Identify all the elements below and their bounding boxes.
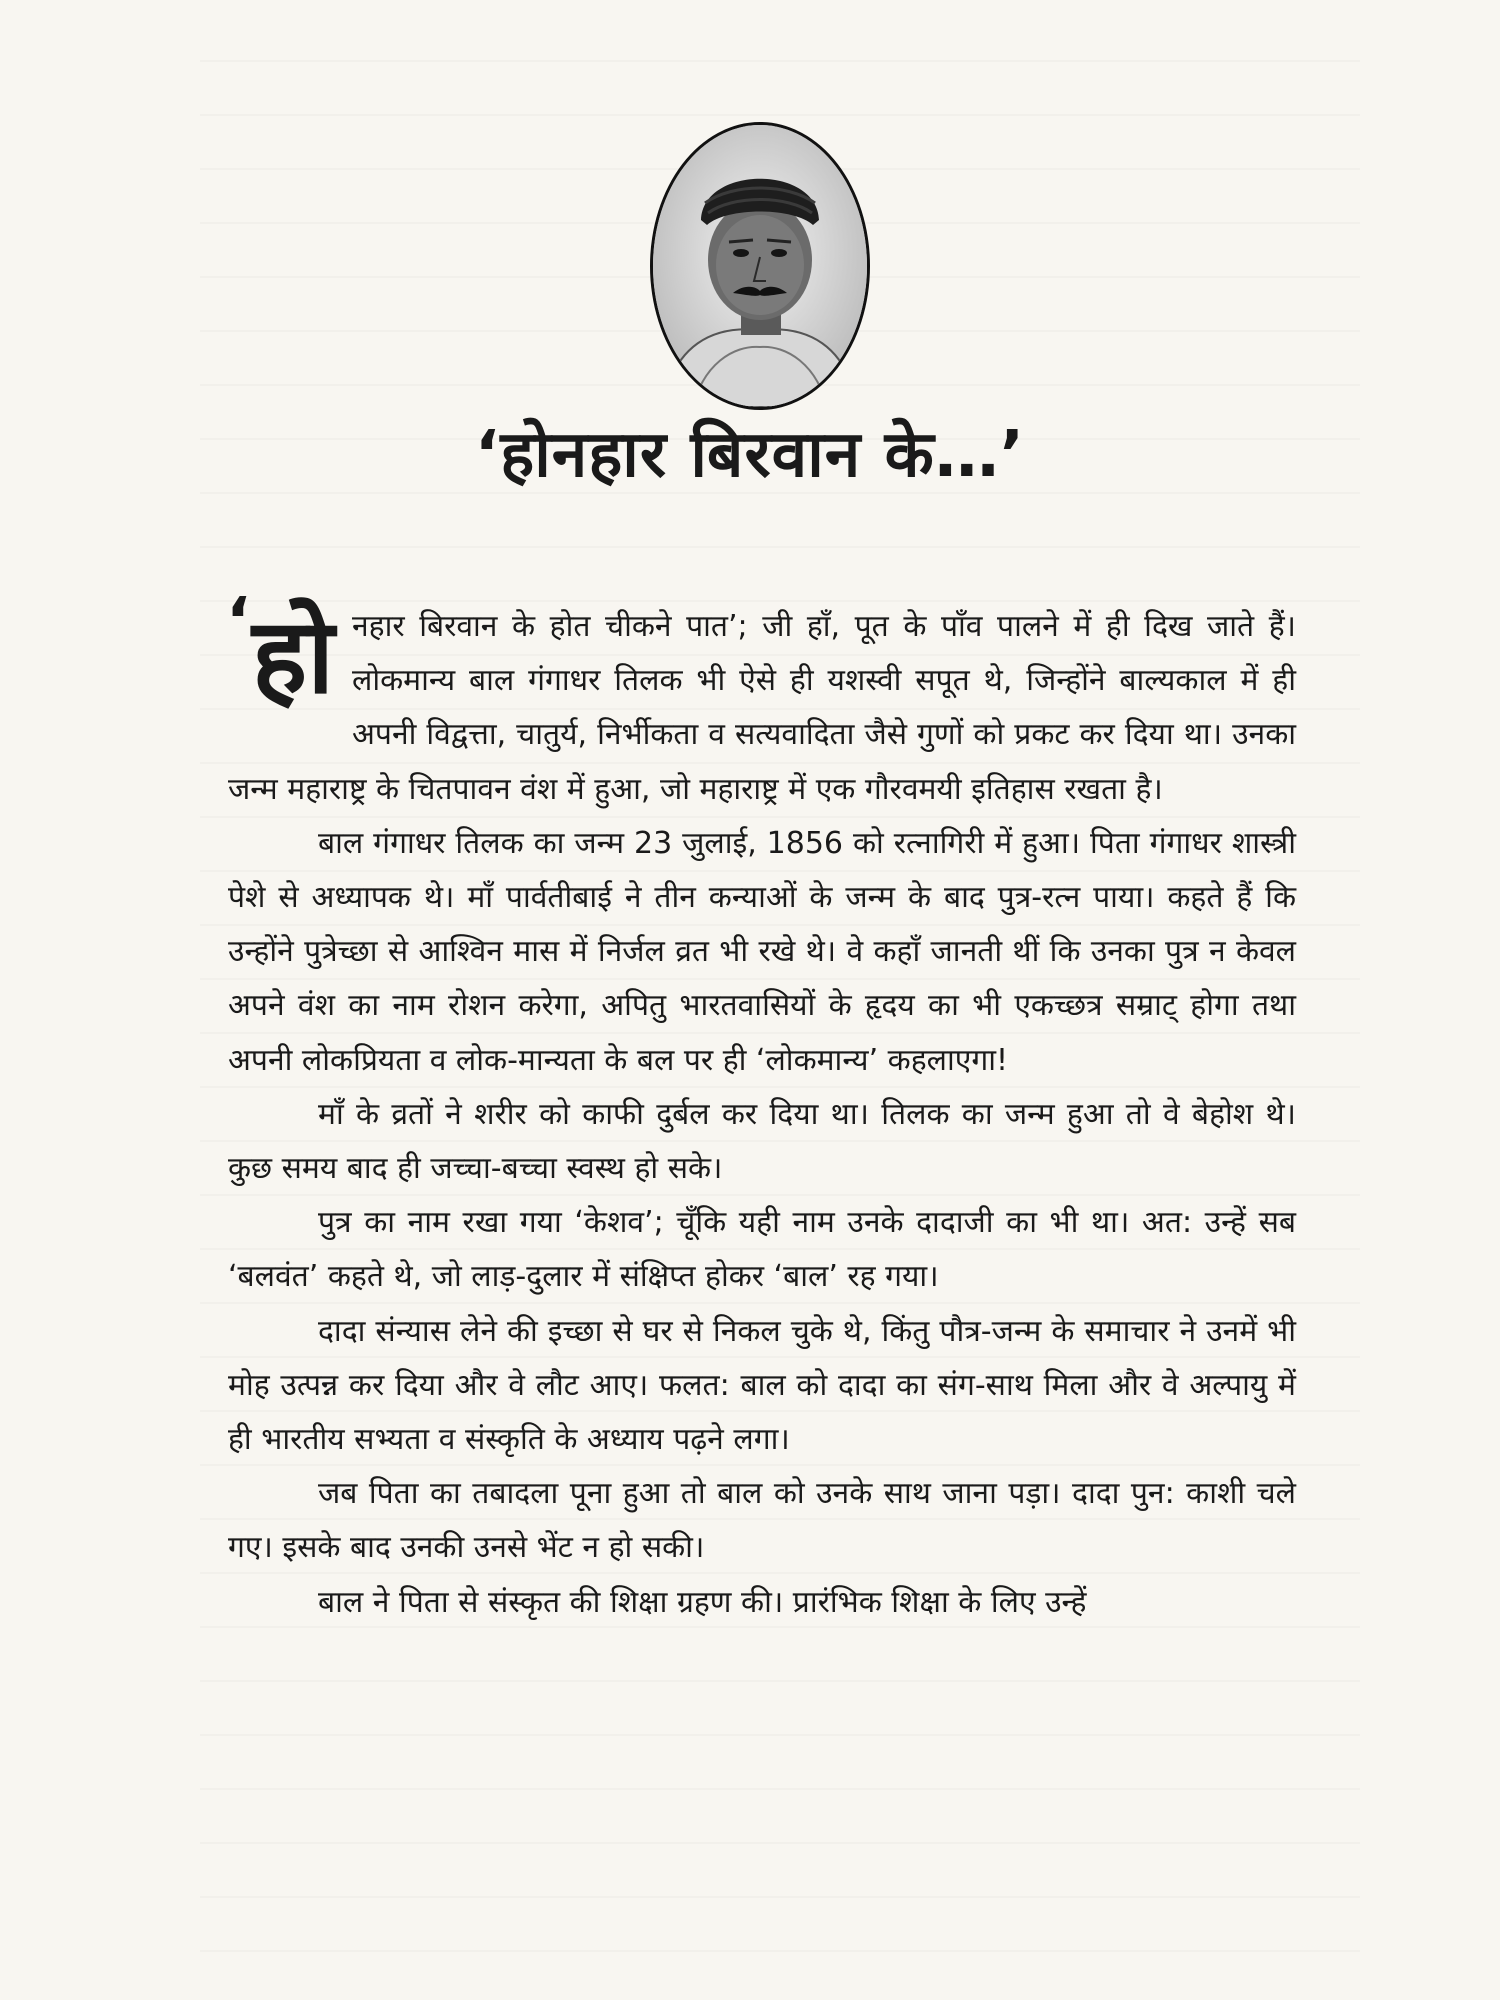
- drop-cap: [226, 585, 340, 717]
- drop-cap-letter: हो: [252, 595, 335, 717]
- drop-cap-quote: ‘: [226, 585, 251, 659]
- portrait-image: [653, 125, 867, 407]
- paragraph-7: बाल ने पिता से संस्कृत की शिक्षा ग्रहण की। प्रारंभिक शिक्षा के लिए उन्हें: [318, 1584, 1087, 1620]
- paragraph-2: बाल गंगाधर तिलक का जन्म 23 जुलाई, 1856 को रत्नागिरी में हुआ। पिता गंगाधर शास्त्री पेशे से अध्यापक थे। माँ पार्वतीबाई ने तीन कन्याओं के जन्म के बाद पुत्र-रत्न पाया। कहते हैं कि उन्होंने पुत्रेच्छा से आश्विन मास में निर्जल व्रत भी रखे थे। वे कहाँ जानती थीं कि उनका पुत्र न केवल अपने वंश का नाम रोशन करेगा, अपितु भारतवासियों के हृदय का भी एकच्छत्र सम्राट् होगा तथा अपनी लोकप्रियता व लोक-मान्यता के बल पर ही ‘लोकमान्य’ कहलाएगा!: [228, 825, 1296, 1078]
- paragraph-4: पुत्र का नाम रखा गया ‘केशव’; चूँकि यही नाम उनके दादाजी का भी था। अत: उन्हें सब ‘बलवंत’ कहते थे, जो लाड़-दुलार में संक्षिप्त होकर ‘बाल’ रह गया।: [228, 1205, 1296, 1295]
- paragraph-5: दादा संन्यास लेने की इच्छा से घर से निकल चुके थे, किंतु पौत्र-जन्म के समाचार ने उनमें भी मोह उत्पन्न कर दिया और वे लौट आए। फलत: बाल को दादा का संग-साथ मिला और वे अल्पायु में ही भारतीय सभ्यता व संस्कृति के अध्याय पढ़ने लगा।: [228, 1313, 1296, 1458]
- paragraph-1: [226, 585, 1296, 817]
- paragraph-1-text: नहार बिरवान के होत चीकने पात’; जी हाँ, पूत के पाँव पालने में ही दिख जाते हैं। लोकमान्य बाल गंगाधर तिलक भी ऐसे ही यशस्वी सपूत थे, जिन्होंने बाल्यकाल में ही अपनी विद्वत्ता, चातुर्य, निर्भीकता व सत्यवादिता जैसे गुणों को प्रकट कर दिया था। उनका जन्म महाराष्ट्र के चितपावन वंश में हुआ, जो महाराष्ट्र में एक गौरवमयी इतिहास रखता है।: [228, 609, 1296, 807]
- body-text: [226, 585, 1296, 1630]
- portrait-oval: [650, 122, 870, 410]
- paragraph-3: माँ के व्रतों ने शरीर को काफी दुर्बल कर दिया था। तिलक का जन्म हुआ तो वे बेहोश थे। कुछ समय बाद ही जच्चा-बच्चा स्वस्थ हो सके।: [228, 1096, 1296, 1187]
- chapter-title: ‘होनहार बिरवान के…’: [474, 418, 1026, 492]
- paragraph-6: जब पिता का तबादला पूना हुआ तो बाल को उनके साथ जाना पड़ा। दादा पुन: काशी चले गए। इसके बाद उनकी उनसे भेंट न हो सकी।: [228, 1476, 1296, 1566]
